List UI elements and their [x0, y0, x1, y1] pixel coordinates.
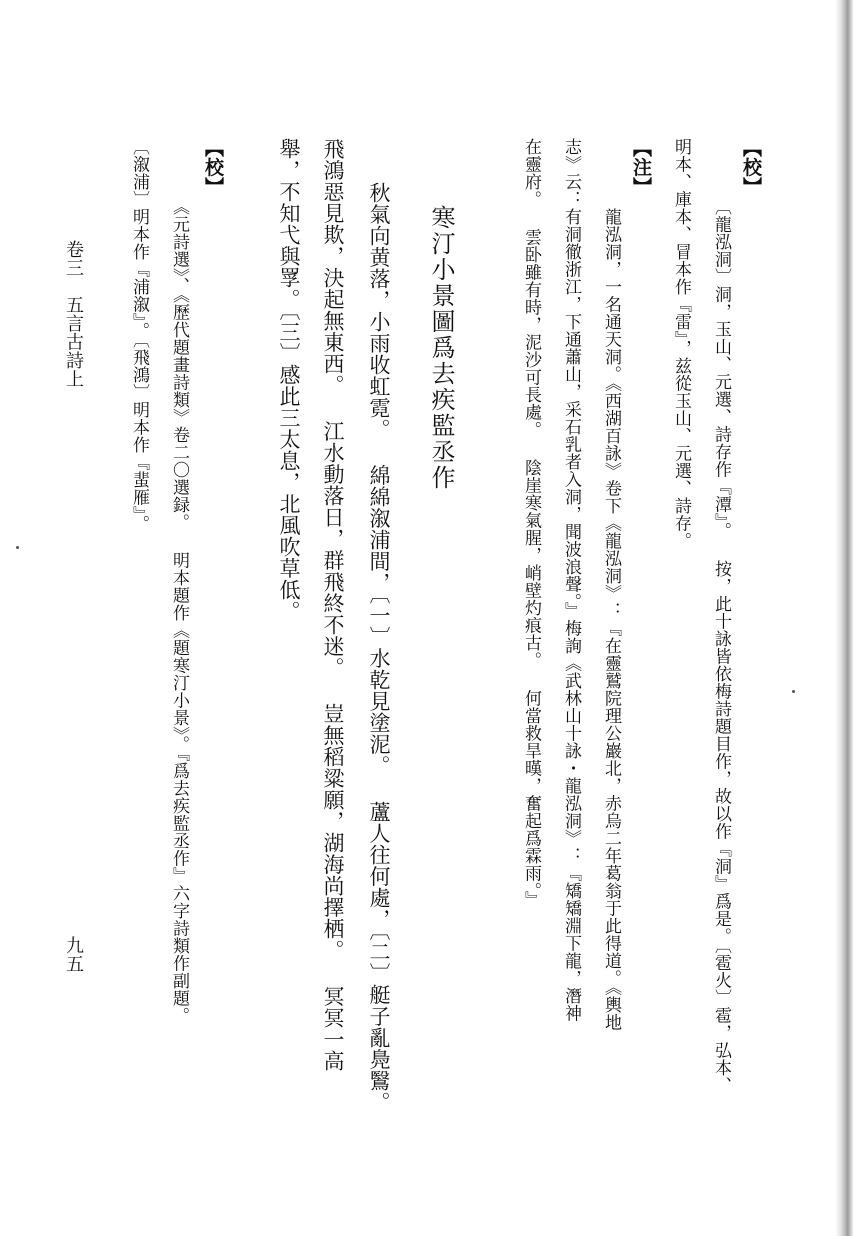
zhu-line-2: 志》云：有洞徹浙江，下通蕭山，采石乳者入洞，聞波浪聲。』梅詢《武林山十詠・龍泓洞》：『矯矯淵下龍，潛神 [561, 138, 581, 1022]
poem-line-2: 飛鴻惡見欺，決起無東西。 江水動落日，群飛終不迷。 豈無稻粱願，湖海尚擇栖。 冥冥一高 [321, 138, 345, 1072]
jiao2-line-1: 《元詩選》、《歷代題畫詩類》卷二〇選録。 明本題作《題寒汀小景》。『爲去疾監丞作』六字詩類作副題。 [169, 198, 189, 1025]
jiao1-line-1: 〔龍泓洞〕洞，玉山、元選、詩存作『潭』。 按，此十詠皆依梅詩題目作，故以作『洞』爲是。〔雹火〕雹，弘本、 [711, 198, 731, 1094]
section-heading-jiao-2: 【校】 [202, 138, 224, 197]
zhu-line-1: 龍泓洞，一名通天洞。《西湖百詠》卷下《龍泓洞》：『在靈鷲院理公巖北，赤烏二年葛翁于此得道。《輿地 [601, 208, 621, 1031]
section-heading-zhu: 【注】 [630, 138, 652, 197]
section-heading-jiao-1: 【校】 [740, 138, 762, 197]
page-edge-shadow [835, 0, 853, 1236]
scan-speck [16, 546, 19, 549]
poem-line-1: 秋氣向黄落，小雨收虹霓。 綿綿溆浦間，〔一〕水乾見塗泥。 蘆人往何處，〔二〕艇子亂鳧鷖。 [367, 182, 391, 1113]
page-number: 九五 [63, 936, 84, 973]
scan-speck [792, 690, 795, 693]
zhu-line-3: 在靈府。 雲卧雖有時，泥沙可長處。 陰崖寒氣腥，峭壁灼痕古。 何當救旱暵，奮起爲霖雨。』 [521, 138, 541, 909]
poem-title: 寒汀小景圖爲去疾監丞作 [427, 205, 455, 491]
poem-line-3: 舉，不知弋與罦。〔三〕感此三太息，北風吹草低。 [277, 138, 301, 622]
chapter-label: 卷三 五言古詩上 [63, 240, 84, 388]
jiao1-line-2: 明本、庫本、冒本作『雷』，兹從玉山、元選、詩存。 [671, 138, 691, 550]
jiao2-line-2: 〔溆浦〕明本作『浦溆』。〔飛鴻〕明本作『蜚雁』。 [129, 138, 149, 533]
